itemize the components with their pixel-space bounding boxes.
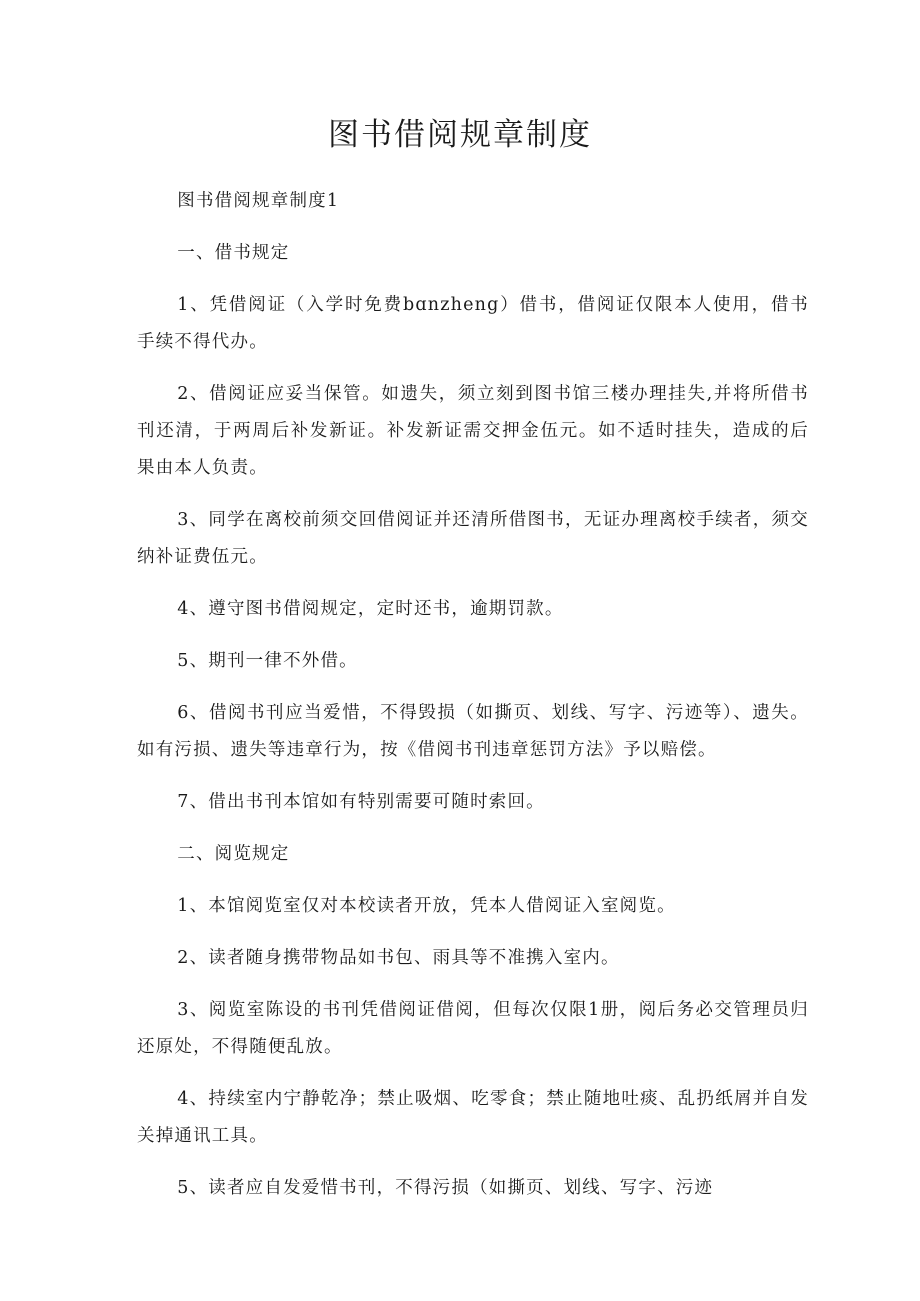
rule-paragraph: 5、期刊一律不外借。 [177,651,358,671]
rule-paragraph: 4、持续室内宁静乾净；禁止吸烟、吃零食；禁止随地吐痰、乱扔纸屑并自发关掉通讯工具。 [137,1089,809,1146]
rule-paragraph: 3、同学在离校前须交回借阅证并还清所借图书，无证办理离校手续者，须交纳补证费伍元。 [137,510,809,567]
subsection-heading-reading: 二、阅览规定 [177,844,290,864]
rule-paragraph: 2、借阅证应妥当保管。如遗失，须立刻到图书馆三楼办理挂失,并将所借书刊还清，于两周后补发新证。补发新证需交押金伍元。如不适时挂失，造成的后果由本人负责。 [137,384,809,478]
document-title: 图书借阅规章制度 [328,117,592,153]
rule-paragraph: 4、遵守图书借阅规定，定时还书，逾期罚款。 [177,599,564,619]
rule-paragraph: 2、读者随身携带物品如书包、雨具等不准携入室内。 [177,948,620,968]
rule-paragraph: 1、本馆阅览室仅对本校读者开放，凭本人借阅证入室阅览。 [177,896,676,916]
subsection-heading-borrowing: 一、借书规定 [177,243,290,263]
rule-paragraph: 1、凭借阅证（入学时免费bɑnzheng）借书，借阅证仅限本人使用，借书手续不得代办。 [137,295,809,352]
rule-paragraph: 5、读者应自发爱惜书刊，不得污损（如撕页、划线、写字、污迹 [177,1178,714,1198]
section-heading: 图书借阅规章制度1 [177,191,340,211]
rule-paragraph: 3、阅览室陈设的书刊凭借阅证借阅，但每次仅限1册，阅后务必交管理员归还原处，不得随便乱放。 [137,1000,809,1057]
document-body [137,183,809,1222]
rule-paragraph: 6、借阅书刊应当爱惜，不得毁损（如撕页、划线、写字、污迹等）、遗失。如有污损、遗失等违章行为，按《借阅书刊违章惩罚方法》予以赔偿。 [137,703,809,760]
rule-paragraph: 7、借出书刊本馆如有特别需要可随时索回。 [177,792,545,812]
